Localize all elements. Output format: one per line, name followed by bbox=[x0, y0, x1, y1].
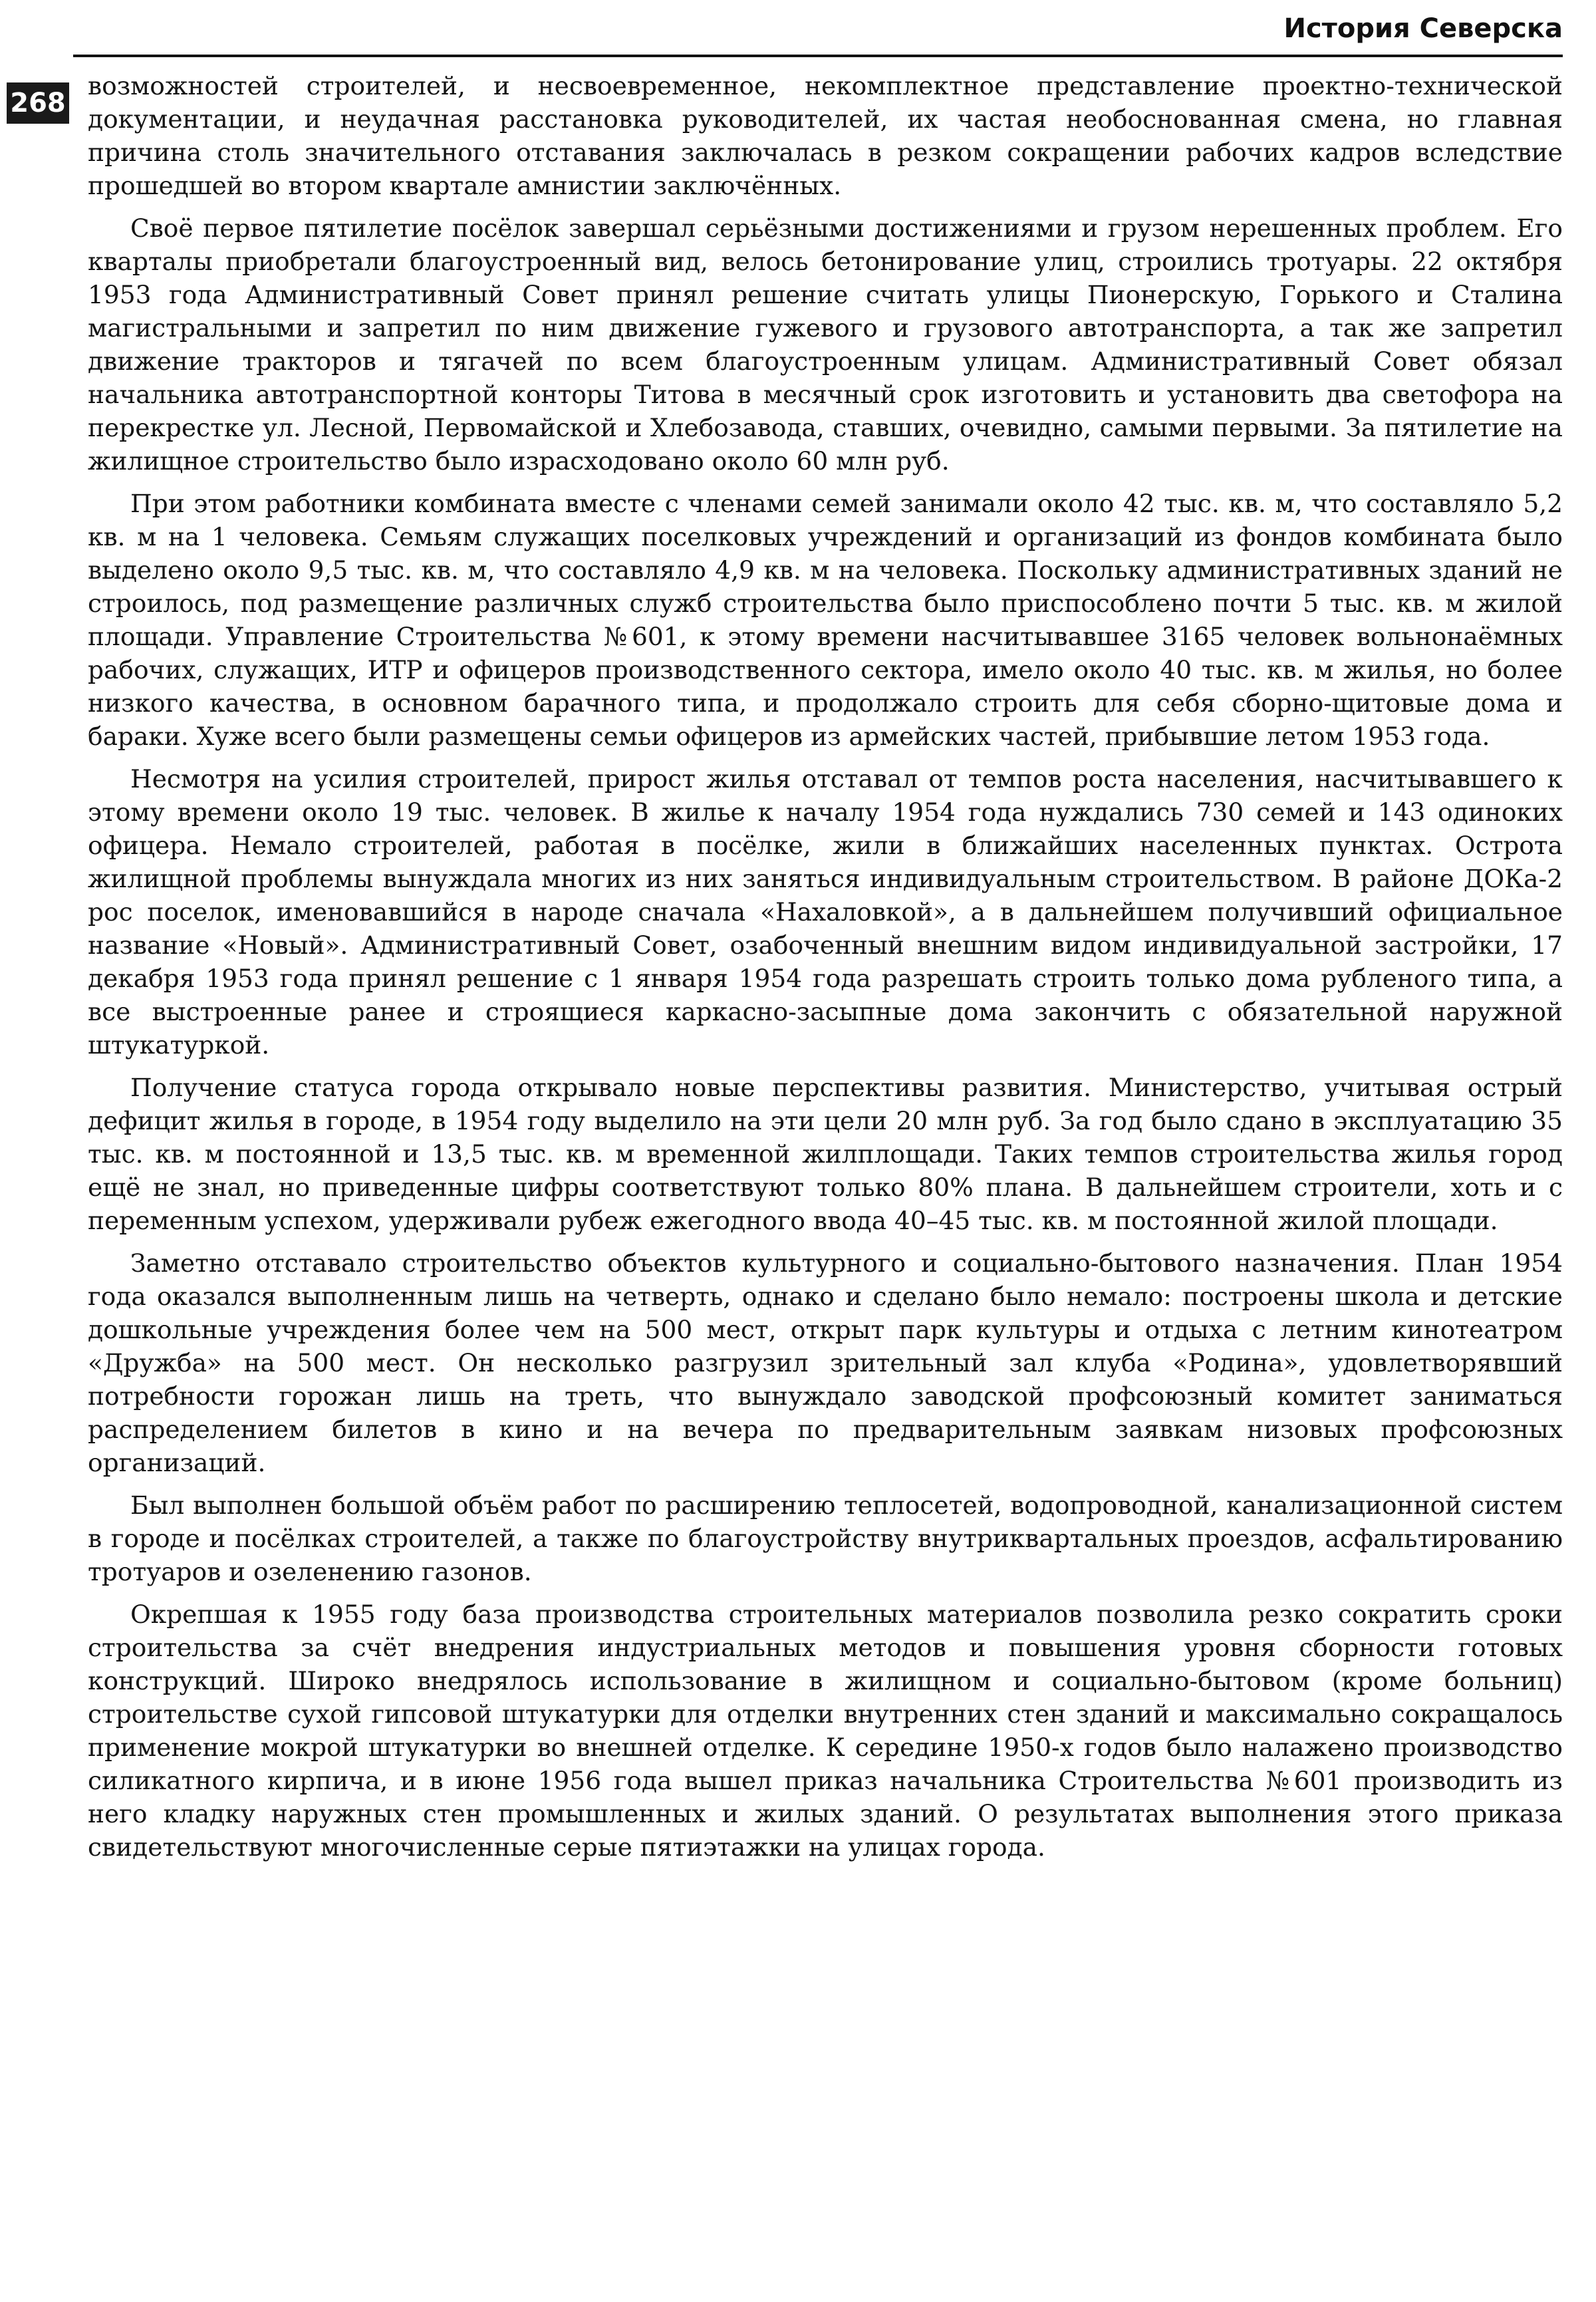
page-number-badge: 268 bbox=[7, 82, 69, 124]
body-text bbox=[88, 69, 1563, 1873]
header-rule bbox=[73, 55, 1563, 57]
paragraph-2: Своё первое пятилетие посёлок завершал серьёзными достижениями и грузом нерешенных проблем. Его кварталы приобретали благоустроенный вид, велось бетонирование улиц, строились тротуары. 22 октября 1953 года Административный Совет принял решение считать улицы Пионерскую, Горького и Сталина магистральными и запретил по ним движение гужевого и грузового автотранспорта, а так же запретил движение тракторов и тягачей по всем благоустроенным улицам. Административный Совет обязал начальника автотранспортной конторы Титова в месячный срок изготовить и установить два светофора на перекрестке ул. Лесной, Первомайской и Хлебозавода, ставших, очевидно, самыми первыми. За пятилетие на жилищное строительство было израсходовано около 60 млн руб. bbox=[88, 214, 1563, 476]
paragraph-5: Получение статуса города открывало новые перспективы развития. Министерство, учитывая острый дефицит жилья в городе, в 1954 году выделило на эти цели 20 млн руб. За год было сдано в эксплуатацию 35 тыс. кв. м постоянной и 13,5 тыс. кв. м временной жилплощади. Таких темпов строительства жилья город ещё не знал, но приведенные цифры соответствуют только 80% плана. В дальнейшем строители, хоть и с переменным успехом, удерживали рубеж ежегодного ввода 40–45 тыс. кв. м постоянной жилой площади. bbox=[88, 1073, 1563, 1235]
paragraph-1: возможностей строителей, и несвоевременное, некомплектное представление проектно-технической документации, и неудачная расстановка руководителей, их частая необоснованная смена, но главная причина столь значительного отставания заключалась в резком сокращении рабочих кадров вследствие прошедшей во втором квартале амнистии заключённых. bbox=[88, 71, 1563, 200]
page-header bbox=[73, 0, 1563, 59]
paragraph-3: При этом работники комбината вместе с членами семей занимали около 42 тыс. кв. м, что составляло 5,2 кв. м на 1 человека. Семьям служащих поселковых учреждений и организаций из фондов комбината было выделено около 9,5 тыс. кв. м, что составляло 4,9 кв. м на человека. Поскольку административных зданий не строилось, под размещение различных служб строительства было приспособлено почти 5 тыс. кв. м жилой площади. Управление Строительства №601, к этому времени насчитывавшее 3165 человек вольнонаёмных рабочих, служащих, ИТР и офицеров производственного сектора, имело около 40 тыс. кв. м жилья, но более низкого качества, в основном барачного типа, и продолжало строить для себя сборно-щитовые дома и бараки. Хуже всего были размещены семьи офицеров из армейских частей, прибывшие летом 1953 года. bbox=[88, 489, 1563, 751]
paragraph-6: Заметно отставало строительство объектов культурного и социально-бытового назначения. План 1954 года оказался выполненным лишь на четверть, однако и сделано было немало: построены школа и детские дошкольные учреждения более чем на 500 мест, открыт парк культуры и отдыха с летним кинотеатром «Дружба» на 500 мест. Он несколько разгрузил зрительный зал клуба «Родина», удовлетворявший потребности горожан лишь на треть, что вынуждало заводской профсоюзный комитет заниматься распределением билетов в кино и на вечера по предварительным заявкам низовых профсоюзных организаций. bbox=[88, 1248, 1563, 1477]
paragraph-8: Окрепшая к 1955 году база производства строительных материалов позволила резко сократить сроки строительства за счёт внедрения индустриальных методов и повышения уровня сборности готовых конструкций. Широко внедрялось использование в жилищном и социально-бытовом (кроме больниц) строительстве сухой гипсовой штукатурки для отделки внутренних стен зданий и максимально сокращалось применение мокрой штукатурки во внешней отделке. К середине 1950-х годов было налажено производство силикатного кирпича, и в июне 1956 года вышел приказ начальника Строительства №601 производить из него кладку наружных стен промышленных и жилых зданий. О результатах выполнения этого приказа свидетельствуют многочисленные серые пятиэтажки на улицах города. bbox=[88, 1600, 1563, 1862]
running-title: История Северска bbox=[1283, 13, 1563, 44]
paragraph-7: Был выполнен большой объём работ по расширению теплосетей, водопроводной, канализационной систем в городе и посёлках строителей, а также по благоустройству внутриквартальных проездов, асфальтированию тротуаров и озеленению газонов. bbox=[88, 1491, 1563, 1586]
paragraph-4: Несмотря на усилия строителей, прирост жилья отставал от темпов роста населения, насчитывавшего к этому времени около 19 тыс. человек. В жилье к началу 1954 года нуждались 730 семей и 143 одиноких офицера. Немало строителей, работая в посёлке, жили в ближайших населенных пунктах. Острота жилищной проблемы вынуждала многих из них заняться индивидуальным строительством. В районе ДОКа-2 рос поселок, именовавшийся в народе сначала «Нахаловкой», а в дальнейшем получивший официальное название «Новый». Административный Совет, озабоченный внешним видом индивидуальной застройки, 17 декабря 1953 года принял решение с 1 января 1954 года разрешать строить только дома рубленого типа, а все выстроенные ранее и строящиеся каркасно-засыпные дома закончить с обязательной наружной штукатуркой. bbox=[88, 764, 1563, 1060]
